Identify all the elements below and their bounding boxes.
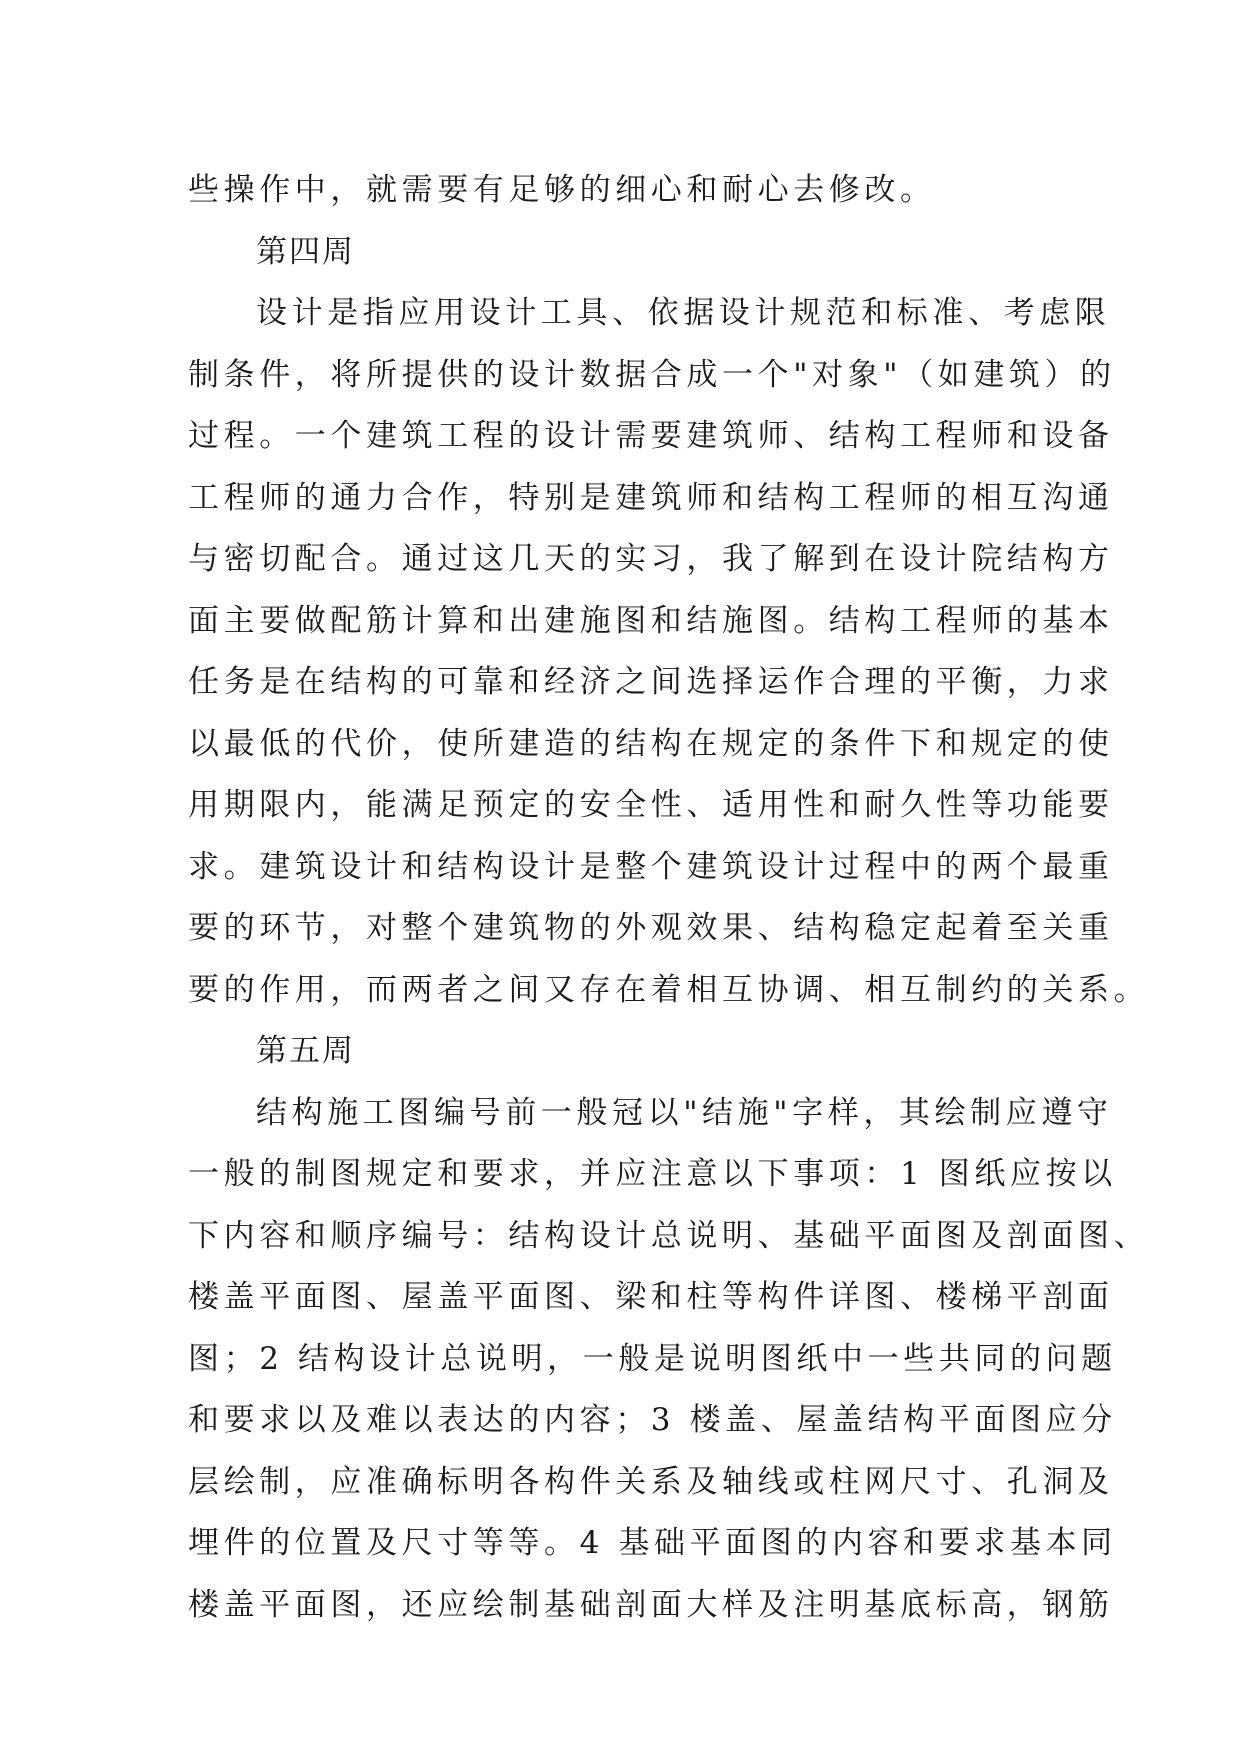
- text-line: 一般的制图规定和要求，并应注意以下事项：1 图纸应按以: [188, 1156, 1117, 1192]
- text-line: 要的环节，对整个建筑物的外观效果、结构稳定起着至关重: [188, 910, 1114, 946]
- text-line: 任务是在结构的可靠和经济之间选择运作合理的平衡，力求: [188, 664, 1114, 700]
- text-line: 用期限内，能满足预定的安全性、适用性和耐久性等功能要: [188, 787, 1114, 823]
- document-body: [188, 160, 1150, 1636]
- text-line: 工程师的通力合作，特别是建筑师和结构工程师的相互沟通: [188, 479, 1114, 516]
- text-line: 过程。一个建筑工程的设计需要建筑师、结构工程师和设备: [188, 418, 1114, 454]
- text-line: 和要求以及难以表达的内容；3 楼盖、屋盖结构平面图应分: [188, 1402, 1117, 1438]
- section-heading: 第四周: [256, 233, 355, 270]
- text-line: 层绘制，应准确标明各构件关系及轴线或柱网尺寸、孔洞及: [188, 1463, 1114, 1500]
- text-line: 要的作用，而两者之间又存在着相互协调、相互制约的关系。: [188, 971, 1150, 1008]
- text-line: 下内容和顺序编号：结构设计总说明、基础平面图及剖面图、: [188, 1217, 1150, 1254]
- section-heading: 第五周: [256, 1033, 355, 1069]
- text-line: 楼盖平面图，还应绘制基础剖面大样及注明基底标高，钢筋: [188, 1586, 1114, 1623]
- text-line: 些操作中，就需要有足够的细心和耐心去修改。: [188, 172, 936, 208]
- text-line: 楼盖平面图、屋盖平面图、梁和柱等构件详图、楼梯平剖面: [188, 1279, 1114, 1315]
- text-line: 求。建筑设计和结构设计是整个建筑设计过程中的两个最重: [188, 848, 1114, 885]
- paragraph-start: 设计是指应用设计工具、依据设计规范和标准、考虑限: [256, 295, 1111, 331]
- paragraph-start: 结构施工图编号前一般冠以"结施"字样，其绘制应遵守: [256, 1094, 1113, 1131]
- text-line: 以最低的代价，使所建造的结构在规定的条件下和规定的使: [188, 725, 1114, 762]
- text-line: 面主要做配筋计算和出建施图和结施图。结构工程师的基本: [188, 602, 1114, 639]
- text-line: 图；2 结构设计总说明，一般是说明图纸中一些共同的问题: [188, 1340, 1117, 1377]
- text-line: 与密切配合。通过这几天的实习，我了解到在设计院结构方: [188, 541, 1114, 577]
- text-line: 制条件，将所提供的设计数据合成一个"对象"（如建筑）的: [188, 356, 1116, 393]
- text-line: 埋件的位置及尺寸等等。4 基础平面图的内容和要求基本同: [188, 1525, 1117, 1561]
